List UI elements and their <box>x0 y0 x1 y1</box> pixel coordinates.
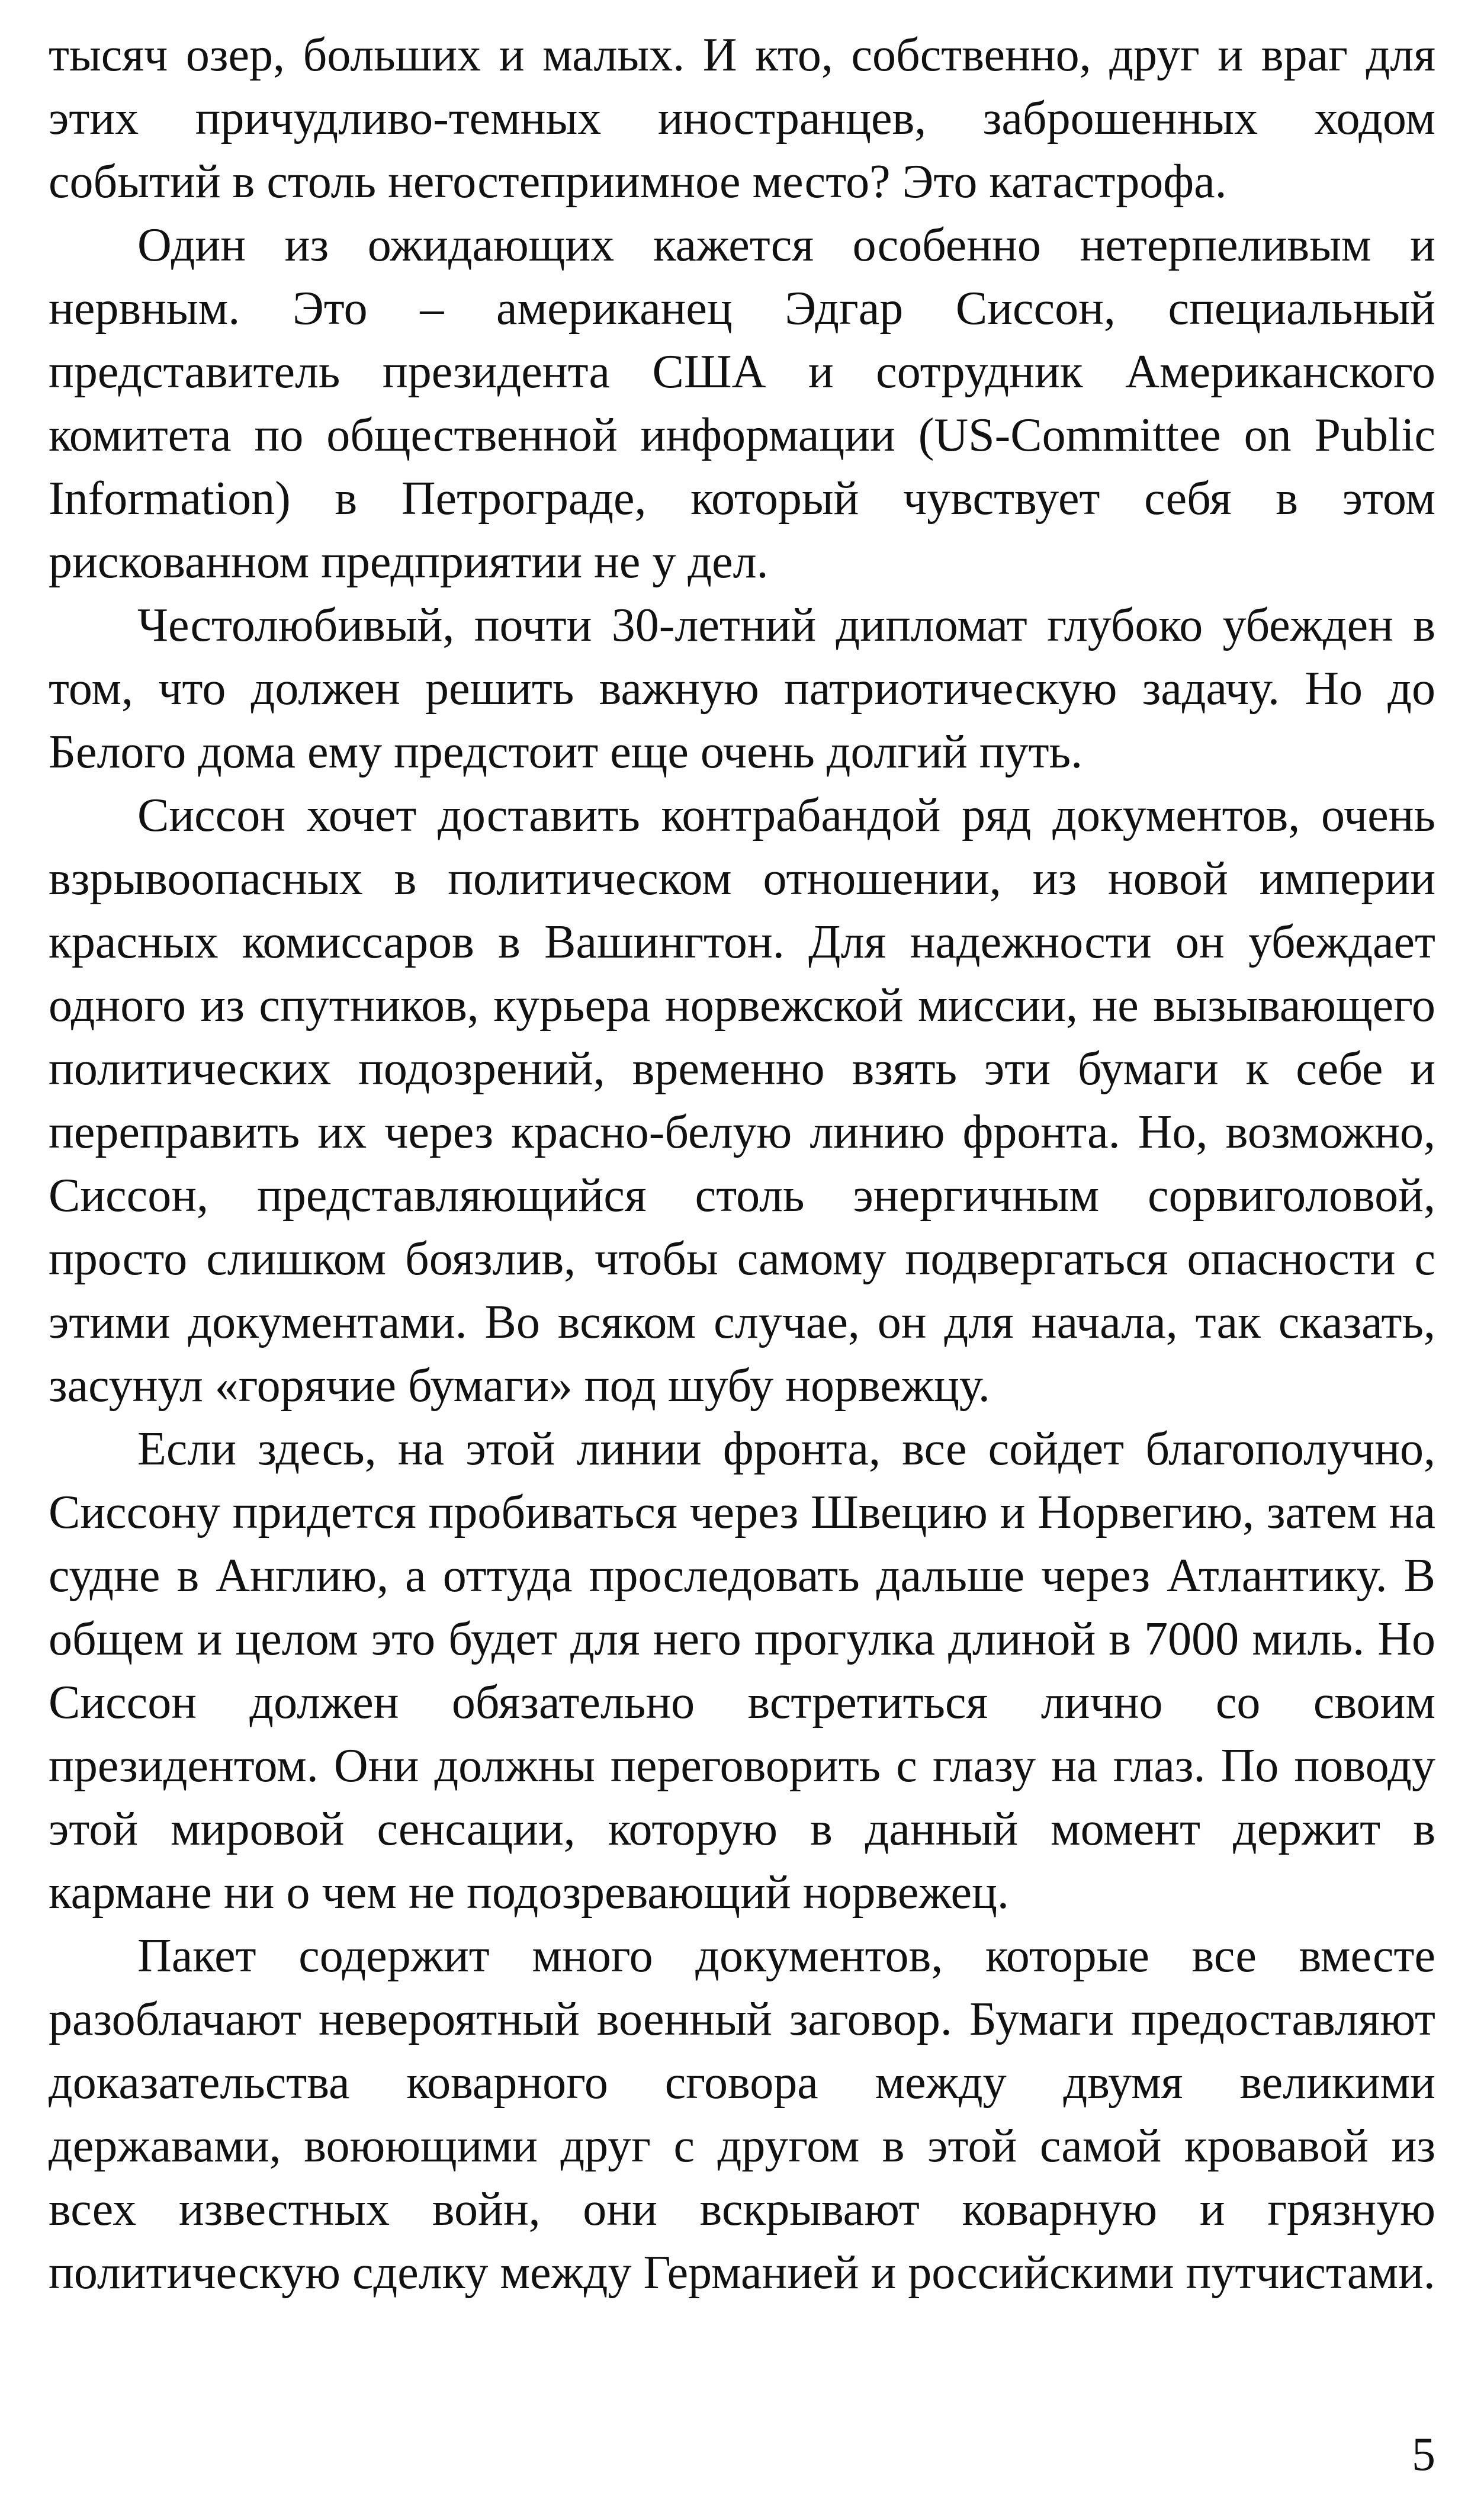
paragraph-6: Пакет содержит много документов, которые все вместе разоблачают невероятный военный заговор. Бумаги предоставляют доказательства коварного сговора между двумя великими державами, воюющими друг с другом в этой самой кровавой из всех известных войн, они вскрывают коварную и грязную политическую сделку между Германией и российскими путчистами. <box>49 1930 1435 2299</box>
paragraph-2: Один из ожидающих кажется особенно нетерпеливым и нервным. Это – американец Эдгар Сиссон, специальный представитель президента США и сотрудник Американского комитета по общественной информации (US-Committee on Public Information) в Петрограде, который чувствует себя в этом рискованном предприятии не у дел. <box>49 219 1435 588</box>
paragraph-5: Если здесь, на этой линии фронта, все сойдет благополучно, Сиссону придется пробиваться через Швецию и Норвегию, затем на судне в Англию, а оттуда проследовать дальше через Атлантику. В общем и целом это будет для него прогулка длиной в 7000 миль. Но Сиссон должен обязательно встретиться лично со своим президентом. Они должны переговорить с глазу на глаз. По поводу этой мировой сенсации, которую в данный момент держит в кармане ни о чем не подозревающий норвежец. <box>49 1423 1435 1919</box>
page-number: 5 <box>1412 2429 1435 2481</box>
page-body <box>49 24 1435 2463</box>
paragraph-4: Сиссон хочет доставить контрабандой ряд документов, очень взрывоопасных в политическом отношении, из новой империи красных комиссаров в Вашингтон. Для надежности он убеждает одного из спутников, курьера норвежской миссии, не вызывающего политических подозрений, временно взять эти бумаги к себе и переправить их через красно-белую линию фронта. Но, возможно, Сиссон, представляющийся столь энергичным сорвиголовой, просто слишком боязлив, чтобы самому подвергаться опасности с этими документами. Во всяком случае, он для начала, так сказать, засунул «горячие бумаги» под шубу норвежцу. <box>49 789 1435 1412</box>
paragraph-1: тысяч озер, больших и малых. И кто, собственно, друг и враг для этих причудливо-темных иностранцев, заброшенных ходом событий в столь негостеприимное место? Это катастрофа. <box>49 29 1435 208</box>
paragraph-3: Честолюбивый, почти 30-летний дипломат глубоко убежден в том, что должен решить важную патриотическую задачу. Но до Белого дома ему предстоит еще очень долгий путь. <box>49 599 1435 778</box>
